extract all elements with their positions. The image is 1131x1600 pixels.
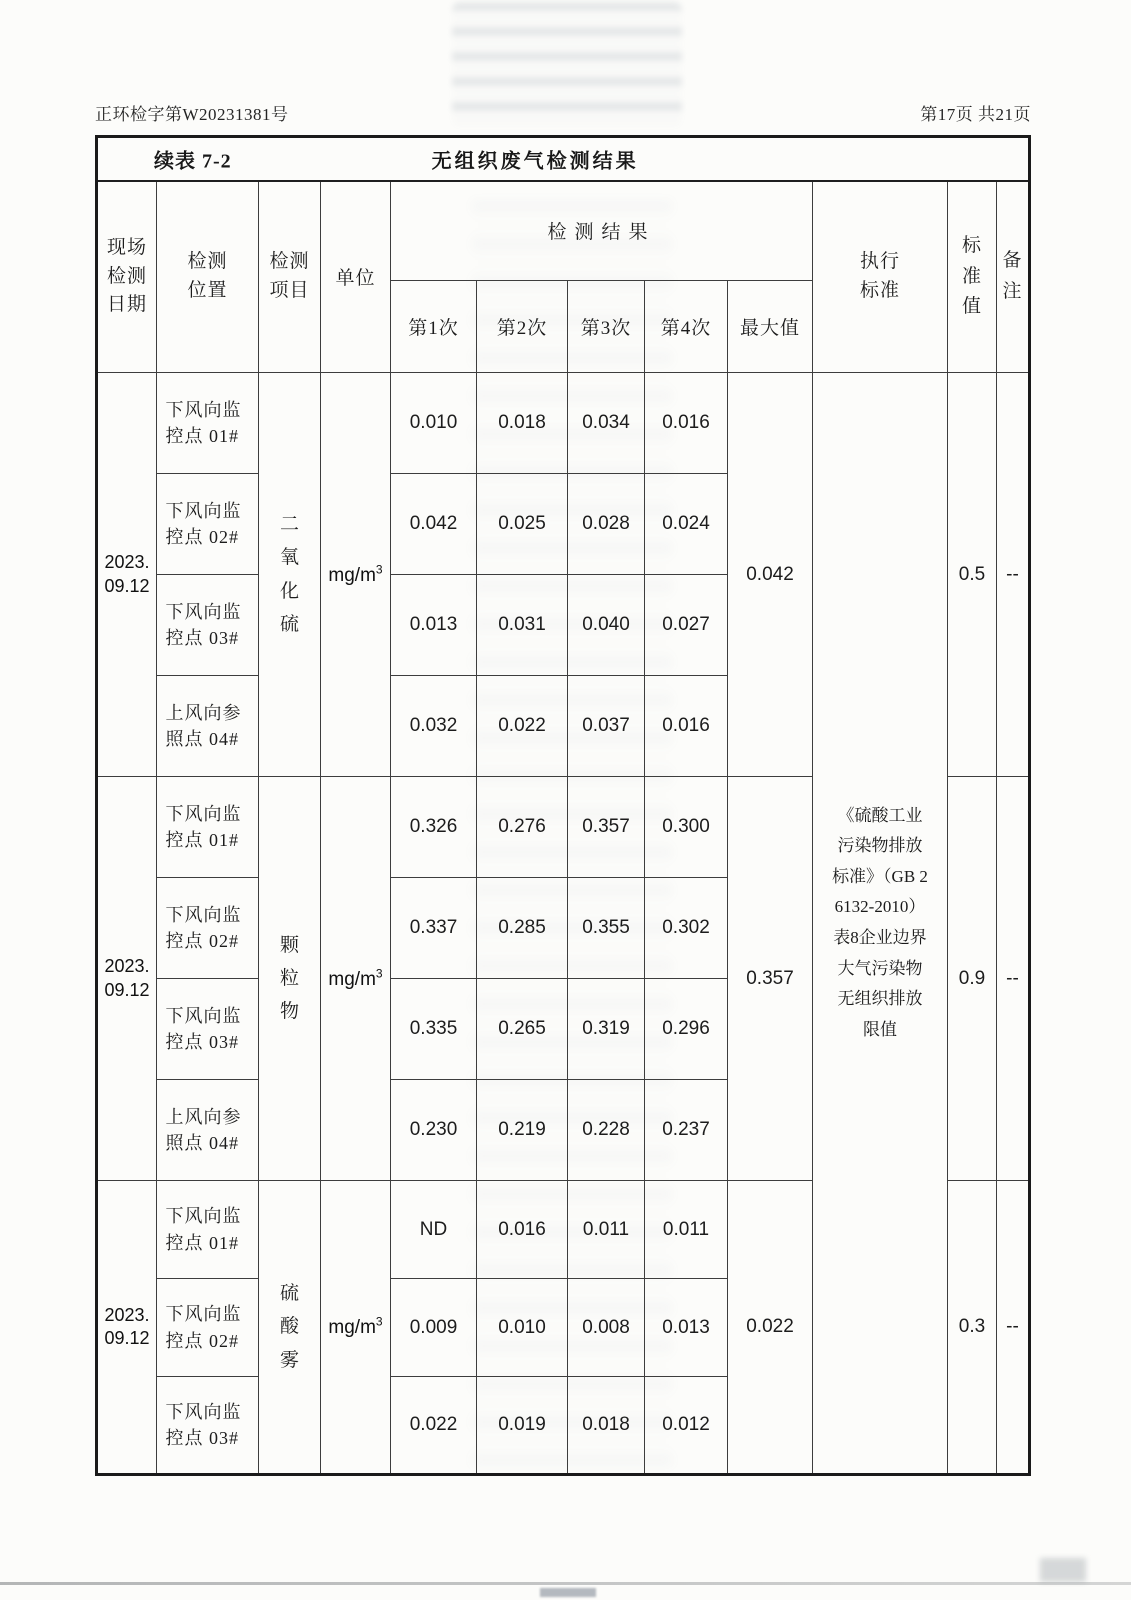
value-cell: 0.016 <box>477 1181 568 1279</box>
col-header-standard-value: 标准值 <box>948 181 997 373</box>
value-cell: 0.024 <box>645 474 728 575</box>
col-header-remark: 备注 <box>997 181 1030 373</box>
date-cell <box>97 373 157 777</box>
value-cell: 0.019 <box>477 1377 568 1475</box>
value-cell: 0.011 <box>568 1181 645 1279</box>
remark-cell: -- <box>997 373 1030 777</box>
value-cell: 0.326 <box>391 777 477 878</box>
value-cell: 0.357 <box>568 777 645 878</box>
col-header-run2: 第2次 <box>477 281 568 373</box>
unit-cell: $mg/m^3$ <box>321 1181 391 1475</box>
value-cell: 0.031 <box>477 575 568 676</box>
value-cell: 0.013 <box>645 1279 728 1377</box>
scan-smudge <box>1040 1558 1086 1582</box>
value-cell: 0.355 <box>568 878 645 979</box>
doc-number: 正环检字第W20231381号 <box>95 105 289 124</box>
scan-smudge <box>540 1588 596 1597</box>
date-line: 09.12 <box>104 979 150 1000</box>
date-line: 09.12 <box>104 575 150 596</box>
value-cell: 0.028 <box>568 474 645 575</box>
value-cell: 0.337 <box>391 878 477 979</box>
value-cell: 0.018 <box>568 1377 645 1475</box>
date-line: 2023. <box>104 552 150 573</box>
location-cell: 上风向参照点 04# <box>157 676 259 777</box>
standard-cell: 《硫酸工业污染物排放标准》（GB 26132-2010）表8企业边界大气污染物无组织排放限值 <box>813 373 948 1475</box>
item-cell: 颗粒物 <box>259 777 321 1181</box>
value-cell: 0.265 <box>477 979 568 1080</box>
location-cell: 上风向参照点 04# <box>157 1080 259 1181</box>
standard-value-cell: 0.5 <box>948 373 997 777</box>
col-header-date: 现场检测日期 <box>97 181 157 373</box>
col-header-run4: 第4次 <box>645 281 728 373</box>
value-cell: 0.228 <box>568 1080 645 1181</box>
value-cell: 0.040 <box>568 575 645 676</box>
table-title-row <box>97 137 1030 181</box>
value-cell: 0.011 <box>645 1181 728 1279</box>
value-cell: 0.300 <box>645 777 728 878</box>
value-cell: 0.285 <box>477 878 568 979</box>
col-header-item: 检测项目 <box>259 181 321 373</box>
col-header-run3: 第3次 <box>568 281 645 373</box>
value-cell: 0.276 <box>477 777 568 878</box>
date-cell <box>97 1181 157 1475</box>
value-cell: 0.012 <box>645 1377 728 1475</box>
value-cell: 0.027 <box>645 575 728 676</box>
value-cell: 0.010 <box>391 373 477 474</box>
value-cell: 0.016 <box>645 676 728 777</box>
value-cell: 0.032 <box>391 676 477 777</box>
location-cell: 下风向监控点 03# <box>157 979 259 1080</box>
date-line: 09.12 <box>104 1328 150 1348</box>
location-cell: 下风向监控点 03# <box>157 575 259 676</box>
location-cell: 下风向监控点 01# <box>157 1181 259 1279</box>
value-cell: 0.018 <box>477 373 568 474</box>
value-cell: 0.237 <box>645 1080 728 1181</box>
location-cell: 下风向监控点 02# <box>157 1279 259 1377</box>
date-line: 2023. <box>104 1304 150 1325</box>
value-cell: 0.010 <box>477 1279 568 1377</box>
item-cell: 硫酸雾 <box>259 1181 321 1475</box>
value-cell: 0.230 <box>391 1080 477 1181</box>
table-continuation-label: 续表 7-2 <box>154 150 232 173</box>
col-header-results-group: 检测结果 <box>391 181 813 281</box>
location-cell: 下风向监控点 02# <box>157 878 259 979</box>
table-title: 无组织废气检测结果 <box>431 150 639 173</box>
monitoring-results-table <box>95 135 1031 1476</box>
location-cell: 下风向监控点 03# <box>157 1377 259 1475</box>
col-header-location: 检测位置 <box>157 181 259 373</box>
col-header-unit: 单位 <box>321 181 391 373</box>
date-line: 2023. <box>104 956 150 977</box>
location-cell: 下风向监控点 02# <box>157 474 259 575</box>
value-cell: 0.016 <box>645 373 728 474</box>
value-cell: 0.296 <box>645 979 728 1080</box>
col-header-run1: 第1次 <box>391 281 477 373</box>
item-cell: 二氧化硫 <box>259 373 321 777</box>
page-indicator: 第17页 共21页 <box>920 105 1031 124</box>
col-header-max: 最大值 <box>728 281 813 373</box>
remark-cell: -- <box>997 1181 1030 1475</box>
value-cell: 0.025 <box>477 474 568 575</box>
title-cell <box>97 137 1030 181</box>
value-cell: 0.335 <box>391 979 477 1080</box>
location-cell: 下风向监控点 01# <box>157 777 259 878</box>
value-cell: 0.302 <box>645 878 728 979</box>
max-value-cell: 0.357 <box>728 777 813 1181</box>
value-cell: 0.319 <box>568 979 645 1080</box>
value-cell: 0.022 <box>477 676 568 777</box>
value-cell: 0.009 <box>391 1279 477 1377</box>
table-row <box>97 373 1030 474</box>
value-cell: 0.219 <box>477 1080 568 1181</box>
value-cell: 0.022 <box>391 1377 477 1475</box>
max-value-cell: 0.042 <box>728 373 813 777</box>
value-cell: 0.037 <box>568 676 645 777</box>
remark-cell: -- <box>997 777 1030 1181</box>
unit-cell: $mg/m^3$ <box>321 373 391 777</box>
value-cell: 0.042 <box>391 474 477 575</box>
value-cell: ND <box>391 1181 477 1279</box>
unit-cell: $mg/m^3$ <box>321 777 391 1181</box>
standard-value-cell: 0.9 <box>948 777 997 1181</box>
page-header <box>95 100 1031 125</box>
max-value-cell: 0.022 <box>728 1181 813 1475</box>
header-row-top <box>97 181 1030 281</box>
location-cell: 下风向监控点 01# <box>157 373 259 474</box>
col-header-standard: 执行标准 <box>813 181 948 373</box>
date-cell <box>97 777 157 1181</box>
scan-bottom-edge-line <box>0 1582 1131 1585</box>
value-cell: 0.034 <box>568 373 645 474</box>
value-cell: 0.008 <box>568 1279 645 1377</box>
value-cell: 0.013 <box>391 575 477 676</box>
standard-value-cell: 0.3 <box>948 1181 997 1475</box>
